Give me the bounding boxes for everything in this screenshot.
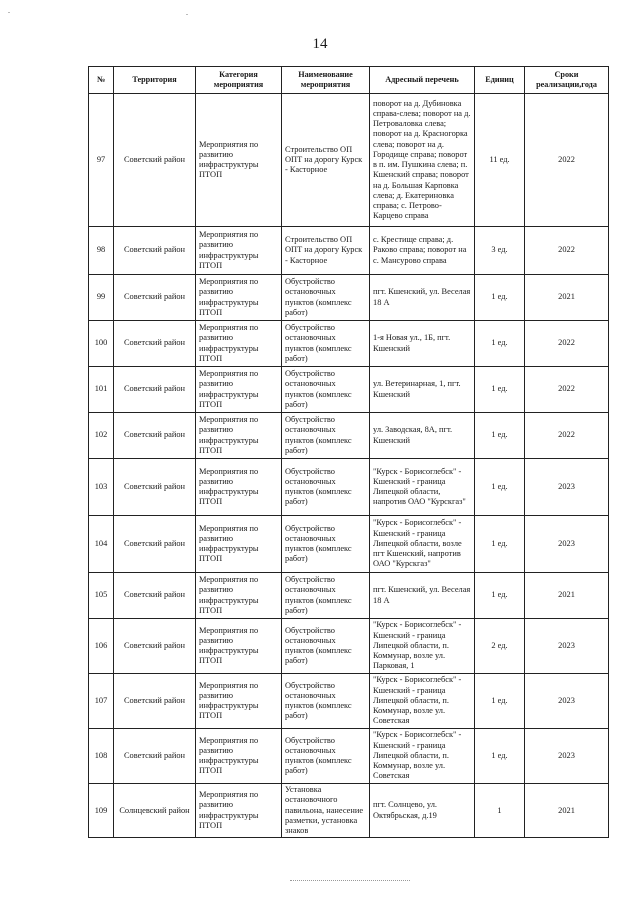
row-category: Мероприятия по развитию инфраструктуры ПТОП [196, 275, 282, 321]
row-year: 2022 [525, 367, 609, 413]
row-territory: Советский район [114, 459, 196, 516]
row-territory: Советский район [114, 94, 196, 227]
row-units: 3 ед. [475, 227, 525, 275]
row-year: 2023 [525, 459, 609, 516]
row-units: 1 ед. [475, 321, 525, 367]
row-address: 1-я Новая ул., 1Б, пгт. Кшенский [370, 321, 475, 367]
row-units: 1 ед. [475, 367, 525, 413]
row-name: Обустройство остановочных пунктов (комплекс работ) [282, 674, 370, 729]
row-units: 1 [475, 784, 525, 838]
row-territory: Советский район [114, 674, 196, 729]
table-header-row [89, 67, 609, 94]
row-territory: Солнцевский район [114, 784, 196, 838]
row-territory: Советский район [114, 573, 196, 619]
row-name: Обустройство остановочных пунктов (комплекс работ) [282, 573, 370, 619]
row-units: 1 ед. [475, 459, 525, 516]
row-name: Обустройство остановочных пунктов (комплекс работ) [282, 275, 370, 321]
row-category: Мероприятия по развитию инфраструктуры ПТОП [196, 227, 282, 275]
header-territory: Территория [114, 67, 196, 94]
table-row [89, 674, 609, 729]
table-row [89, 94, 609, 227]
row-category: Мероприятия по развитию инфраструктуры ПТОП [196, 619, 282, 674]
row-territory: Советский район [114, 729, 196, 784]
row-territory: Советский район [114, 275, 196, 321]
header-number: № [89, 67, 114, 94]
row-units: 2 ед. [475, 619, 525, 674]
row-units: 11 ед. [475, 94, 525, 227]
row-number: 100 [89, 321, 114, 367]
row-name: Строительство ОП ОПТ на дорогу Курск - Касторное [282, 94, 370, 227]
row-year: 2021 [525, 573, 609, 619]
header-units: Единиц [475, 67, 525, 94]
row-territory: Советский район [114, 367, 196, 413]
row-territory: Советский район [114, 413, 196, 459]
table-row [89, 619, 609, 674]
row-category: Мероприятия по развитию инфраструктуры ПТОП [196, 573, 282, 619]
row-territory: Советский район [114, 516, 196, 573]
table-row [89, 227, 609, 275]
row-year: 2023 [525, 674, 609, 729]
row-year: 2023 [525, 729, 609, 784]
row-number: 101 [89, 367, 114, 413]
row-name: Строительство ОП ОПТ на дорогу Курск - Касторное [282, 227, 370, 275]
row-name: Обустройство остановочных пунктов (комплекс работ) [282, 413, 370, 459]
row-category: Мероприятия по развитию инфраструктуры ПТОП [196, 729, 282, 784]
table-row [89, 516, 609, 573]
row-number: 103 [89, 459, 114, 516]
row-category: Мероприятия по развитию инфраструктуры ПТОП [196, 674, 282, 729]
table-row [89, 784, 609, 838]
row-address: с. Крестище справа; д. Раково справа; поворот на с. Мансурово справа [370, 227, 475, 275]
row-number: 106 [89, 619, 114, 674]
row-units: 1 ед. [475, 413, 525, 459]
row-year: 2021 [525, 275, 609, 321]
table-row [89, 367, 609, 413]
row-units: 1 ед. [475, 516, 525, 573]
row-number: 102 [89, 413, 114, 459]
row-name: Обустройство остановочных пунктов (комплекс работ) [282, 516, 370, 573]
table-row [89, 321, 609, 367]
row-number: 105 [89, 573, 114, 619]
row-address: ул. Заводская, 8А, пгт. Кшенский [370, 413, 475, 459]
row-address: пгт. Кшенский, ул. Веселая 18 А [370, 573, 475, 619]
row-category: Мероприятия по развитию инфраструктуры ПТОП [196, 94, 282, 227]
table-row [89, 275, 609, 321]
header-name: Наименование мероприятия [282, 67, 370, 94]
scan-speck [8, 12, 10, 13]
row-territory: Советский район [114, 619, 196, 674]
row-territory: Советский район [114, 227, 196, 275]
row-name: Обустройство остановочных пунктов (комплекс работ) [282, 321, 370, 367]
row-name: Обустройство остановочных пунктов (комплекс работ) [282, 459, 370, 516]
row-number: 98 [89, 227, 114, 275]
row-category: Мероприятия по развитию инфраструктуры ПТОП [196, 367, 282, 413]
table-row [89, 459, 609, 516]
row-units: 1 ед. [475, 729, 525, 784]
scan-artifact-line [290, 880, 410, 881]
table-row [89, 729, 609, 784]
row-address: "Курск - Борисоглебск" - Кшенский - граница Липецкой области, п. Коммунар, возле ул. Советская [370, 674, 475, 729]
row-number: 109 [89, 784, 114, 838]
row-category: Мероприятия по развитию инфраструктуры ПТОП [196, 321, 282, 367]
row-category: Мероприятия по развитию инфраструктуры ПТОП [196, 459, 282, 516]
row-address: "Курск - Борисоглебск" - Кшенский - граница Липецкой области, п. Коммунар, возле ул. Советская [370, 729, 475, 784]
row-address: "Курск - Борисоглебск" - Кшенский - граница Липецкой области, напротив ОАО "Курскгаз" [370, 459, 475, 516]
row-address: "Курск - Борисоглебск" - Кшенский - граница Липецкой области, п. Коммунар, возле ул. Парковая, 1 [370, 619, 475, 674]
row-category: Мероприятия по развитию инфраструктуры ПТОП [196, 413, 282, 459]
row-number: 107 [89, 674, 114, 729]
row-address: пгт. Кшенский, ул. Веселая 18 А [370, 275, 475, 321]
row-year: 2023 [525, 516, 609, 573]
row-address: пгт. Солнцево, ул. Октябрьская, д.19 [370, 784, 475, 838]
header-address: Адресный перечень [370, 67, 475, 94]
row-number: 99 [89, 275, 114, 321]
row-address: ул. Ветеринарная, 1, пгт. Кшенский [370, 367, 475, 413]
row-year: 2022 [525, 321, 609, 367]
row-address: поворот на д. Дубиновка справа-слева; поворот на д. Петроваловка слева; поворот на д. Красногорка слева; поворот на д. Городище справа; поворот в п. им. Пушкина слева; п. Кшенский справа; поворот на д. Большая Карповка слева; д. Екатериновка справа; с. Петрово-Карцево справа [370, 94, 475, 227]
row-year: 2022 [525, 413, 609, 459]
row-year: 2022 [525, 227, 609, 275]
scan-speck [186, 14, 188, 15]
row-name: Обустройство остановочных пунктов (комплекс работ) [282, 367, 370, 413]
header-year: Сроки реализации,года [525, 67, 609, 94]
measures-table [88, 66, 609, 838]
row-year: 2021 [525, 784, 609, 838]
page-number: 14 [312, 36, 328, 52]
row-category: Мероприятия по развитию инфраструктуры ПТОП [196, 516, 282, 573]
row-number: 108 [89, 729, 114, 784]
row-year: 2022 [525, 94, 609, 227]
row-units: 1 ед. [475, 275, 525, 321]
row-units: 1 ед. [475, 674, 525, 729]
row-territory: Советский район [114, 321, 196, 367]
header-category: Категория мероприятия [196, 67, 282, 94]
row-number: 97 [89, 94, 114, 227]
table-row [89, 413, 609, 459]
row-address: "Курск - Борисоглебск" - Кшенский - граница Липецкой области, возле пгт Кшенский, напротив ОАО "Курскгаз" [370, 516, 475, 573]
table-row [89, 573, 609, 619]
row-name: Установка остановочного павильона, нанесение разметки, установка знаков [282, 784, 370, 838]
row-number: 104 [89, 516, 114, 573]
row-units: 1 ед. [475, 573, 525, 619]
row-category: Мероприятия по развитию инфраструктуры ПТОП [196, 784, 282, 838]
row-name: Обустройство остановочных пунктов (комплекс работ) [282, 619, 370, 674]
row-year: 2023 [525, 619, 609, 674]
row-name: Обустройство остановочных пунктов (комплекс работ) [282, 729, 370, 784]
